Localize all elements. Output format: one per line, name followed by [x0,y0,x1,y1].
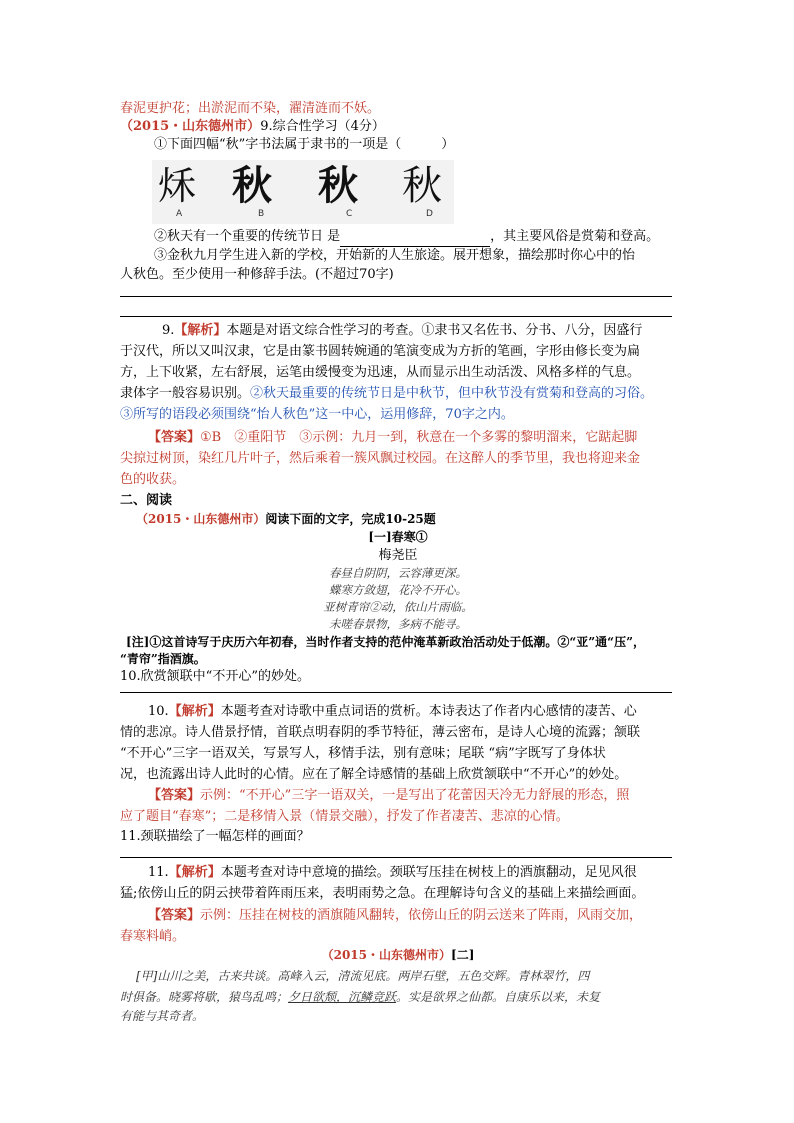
q9-analysis-text: 本题是对语文综合性学习的考查。①隶书又名佐书、分书、八分，因盛行 [226,323,643,338]
q10-analysis-text: 本题考查对诗歌中重点词语的赏析。本诗表达了作者内心感情的凄苦、心 [220,704,637,719]
poem-note-l1: [注]①这首诗写于庆历六年初春，当时作者支持的范仲淹革新政治活动处于低潮。②“亚”通“压”， [126,635,645,649]
part2-label: [二] [451,948,475,962]
poem-line: 春昼自阴阴，云容薄更深。 [329,566,467,580]
glyph-a: 秌 [158,164,197,208]
analysis-tag: 【解析】 [168,704,221,719]
poem-author: 梅尧臣 [378,548,418,563]
glyph-label-b: B [258,209,265,219]
part2-heading [120,945,676,966]
q9-sub3-l2: 人秋色。至少使用一种修辞手法。(不超过70字) [120,267,394,282]
answer-line [120,692,672,693]
q9-analysis-num: 9. [162,323,175,338]
q9-answer-text: ①B ②重阳节 ③示例：九月一到，秋意在一个多雾的黎明溜来，它踮起脚 [200,430,638,445]
q10-analysis-num: 10. [148,704,169,719]
poem-line: 未嗟春景物，多病不能寻。 [329,617,467,631]
q9-source: （2015・山东德州市） [120,119,261,134]
part2-source: （2015・山东德州市） [321,948,452,962]
passage-l3: 有能与其奇者。 [120,1009,205,1023]
q9-sub2 [154,226,659,247]
calligraphy-image [152,160,454,224]
q9-answer-l1 [148,427,637,448]
glyph-label-a: A [176,209,183,219]
q11-analysis-l1 [148,862,637,883]
answer-tag: 【答案】 [148,430,201,445]
q9-sub3-l1: ③金秋九月学生进入新的学校，开始新的人生旅途。展开想象，描绘那时你心中的怡 [154,248,636,263]
top-line: 春泥更护花；出淤泥而不染，濯清涟而不妖。 [120,101,381,116]
poem-line: 亚树青帘②动，依山片雨临。 [323,600,473,614]
q9-title: 9.综合性学习（4分） [260,119,385,134]
answer-tag: 【答案】 [148,908,201,923]
q11-analysis-text: 本题考查对诗中意境的描绘。颈联写压挂在树枝上的酒旗翻动，足见风很 [220,865,637,880]
q10-answer-prefix: 示例： [200,788,240,803]
passage-l2c: 。实是欲界之仙都。自康乐以来，未复 [396,990,601,1004]
answer-line [120,316,672,317]
q11-analysis-l2: 猛;依傍山丘的阴云挟带着阵雨压来，表明雨势之急。在理解诗句含义的基础上来描绘画面。 [120,886,645,901]
q9-sub2-a: ②秋天有一个重要的传统节日 是 [154,229,341,244]
q9-analysis-l5: ③所写的语段必须围绕“怡人秋色”这一中心，运用修辞，70字之内。 [120,407,514,422]
q10-analysis-l2: 情的悲凉。诗人借景抒情，首联点明春阴的季节特征，薄云密布，是诗人心境的流露；颔联 [120,725,641,740]
q9-analysis-l1 [162,320,642,341]
q11-answer-l1 [148,905,642,926]
passage-l2a: 时俱备。晓雾将歇，猿鸟乱鸣； [120,990,289,1004]
answer-tag: 【答案】 [148,788,201,803]
passage-l2 [120,987,600,1008]
q10-answer-l1 [148,785,629,806]
q9-analysis-l4b: ②秋天最重要的传统节日是中秋节，但中秋节没有赏菊和登高的习俗。 [250,386,654,401]
section-heading: 二、阅读 [120,493,173,508]
q10-analysis-l4: 况，也流露出诗人此时的心情。应在了解全诗感情的基础上欣赏颔联中“不开心”的妙处。 [120,767,628,782]
glyph-label-c: C [346,209,353,219]
q11: 11.颈联描绘了一幅怎样的画面？ [120,829,310,844]
answer-line [120,857,672,858]
section2-source: （2015・山东德州市） [136,512,266,526]
answer-line [120,296,672,297]
q10-analysis-l1 [148,701,637,722]
glyph-label-d: D [426,209,433,219]
analysis-tag: 【解析】 [174,323,227,338]
poem-line: 蝶寒方敛翅，花冷不开心。 [329,583,467,597]
q9-sub1 [154,134,454,155]
passage-l1: [甲]山川之美，古来共谈。高峰入云，清流见底。两岸石壁，五色交辉。青林翠竹，四 [136,969,590,983]
q9-answer-l2: 尖掠过树顶，染红几片叶子，然后乘着一簇风飘过校园。在这醉人的季节里，我也将迎来金 [120,451,641,466]
q11-analysis-num: 11. [148,865,169,880]
glyph-b: 秋 [232,162,272,209]
q10-answer-text: “不开心”三字一语双关，一是写出了花蕾因天冷无力舒展的形态，照 [239,788,630,803]
q10: 10.欣赏颔联中“不开心”的妙处。 [120,669,310,684]
q9-sub2-b: ，其主要风俗是赏菊和登高。 [490,229,660,244]
q11-answer-l2: 春寒料峭。 [120,929,186,944]
q9-sub1-end: ） [441,137,455,152]
q9-answer-l3: 色的收获。 [120,472,186,487]
q10-answer-l2: 应了题目“春寒”；二是移情入景（情景交融），抒发了作者凄苦、悲凉的心情。 [120,809,569,824]
passage-underlined: 夕日欲颓，沉鳞竞跃 [288,990,397,1004]
q9-analysis-l4a: 隶体字一般容易识别。 [120,386,251,401]
q10-analysis-l3: “不开心”三字一语双关，写景写人，移情手法，别有意味；尾联 “病”字既写了身体状 [120,746,606,761]
q9-analysis-l2: 于汉代，所以又叫汉隶，它是由篆书圆转婉通的笔演变成为方折的笔画，字形由修长变为扁 [120,344,641,359]
glyph-c: 秋 [318,162,358,209]
q9-analysis-l3: 方，上下收紧，左右舒展，运笔由缓慢变为迅速，从而显示出生动活泼、风格多样的气息。 [120,365,641,380]
q11-answer-text: 示例：压挂在树枝的酒旗随风翻转，依傍山丘的阴云送来了阵雨，风雨交加， [200,908,643,923]
analysis-tag: 【解析】 [168,865,221,880]
poem-note-l2: “青帘”指酒旗。 [120,652,206,666]
q9-sub1-text: ①下面四幅“秋”字书法属于隶书的一项是（ [154,137,402,152]
section2-intro-text: 阅读下面的文字，完成10-25题 [265,512,436,526]
poem-title: [一]春寒① [368,530,428,544]
glyph-d: 秋 [402,163,442,209]
q9-analysis-l4 [120,383,653,404]
